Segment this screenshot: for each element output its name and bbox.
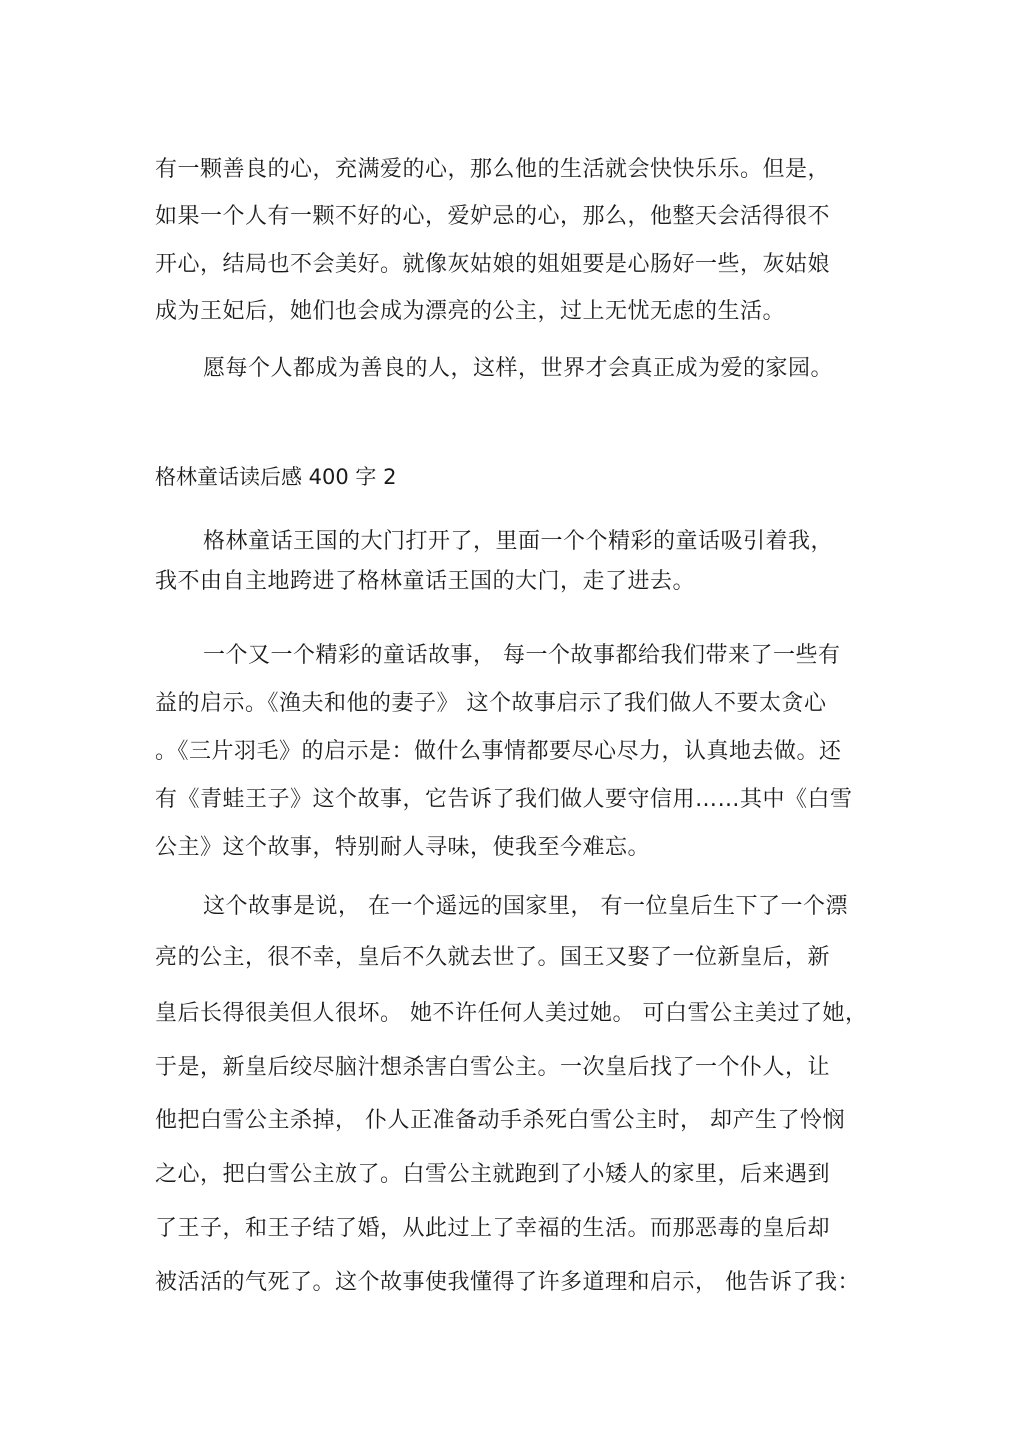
para4-line-3: 。《三片羽毛》的启示是：做什么事情都要尽心尽力，认真地去做。还 — [155, 739, 842, 764]
para1-line-3: 开心，结局也不会美好。就像灰姑娘的姐姐要是心肠好一些，灰姑娘 — [155, 252, 831, 277]
section-heading: 格林童话读后感 400 字 2 — [155, 465, 397, 489]
para4-line-4: 有《青蛙王子》这个故事，它告诉了我们做人要守信用……其中《白雪 — [155, 787, 853, 812]
para5-line-1: 这个故事是说， 在一个遥远的国家里， 有一位皇后生下了一个漂 — [203, 894, 848, 919]
para5-line-3: 皇后长得很美但人很坏。 她不许任何人美过她。 可白雪公主美过了她， — [155, 1001, 868, 1026]
para1-line-1: 有一颗善良的心，充满爱的心，那么他的生活就会快快乐乐。但是， — [155, 157, 831, 182]
para5-line-6: 之心，把白雪公主放了。白雪公主就跑到了小矮人的家里，后来遇到 — [155, 1162, 831, 1187]
para5-line-7: 了王子，和王子结了婚，从此过上了幸福的生活。而那恶毒的皇后却 — [155, 1216, 831, 1241]
para4-line-2: 益的启示。《渔夫和他的妻子》 这个故事启示了我们做人不要太贪心 — [155, 691, 827, 716]
para4-line-1: 一个又一个精彩的童话故事， 每一个故事都给我们带来了一些有 — [203, 643, 841, 668]
para3-line-2: 我不由自主地跨进了格林童话王国的大门，走了进去。 — [155, 569, 696, 594]
para1-line-4: 成为王妃后，她们也会成为漂亮的公主，过上无忧无虑的生活。 — [155, 299, 786, 324]
para2-line-1: 愿每个人都成为善良的人，这样，世界才会真正成为爱的家园。 — [203, 356, 834, 381]
para1-line-2: 如果一个人有一颗不好的心，爱妒忌的心，那么，他整天会活得很不 — [155, 204, 831, 229]
para5-line-2: 亮的公主，很不幸，皇后不久就去世了。国王又娶了一位新皇后，新 — [155, 945, 831, 970]
para3-line-1: 格林童话王国的大门打开了，里面一个个精彩的童话吸引着我， — [203, 529, 834, 554]
para5-line-4: 于是，新皇后绞尽脑汁想杀害白雪公主。一次皇后找了一个仆人，让 — [155, 1055, 831, 1080]
para4-line-5: 公主》这个故事，特别耐人寻味，使我至今难忘。 — [155, 835, 651, 860]
para5-line-5: 他把白雪公主杀掉， 仆人正准备动手杀死白雪公主时， 却产生了怜悯 — [155, 1108, 845, 1133]
para5-line-8: 被活活的气死了。这个故事使我懂得了许多道理和启示， 他告诉了我： — [155, 1270, 860, 1295]
